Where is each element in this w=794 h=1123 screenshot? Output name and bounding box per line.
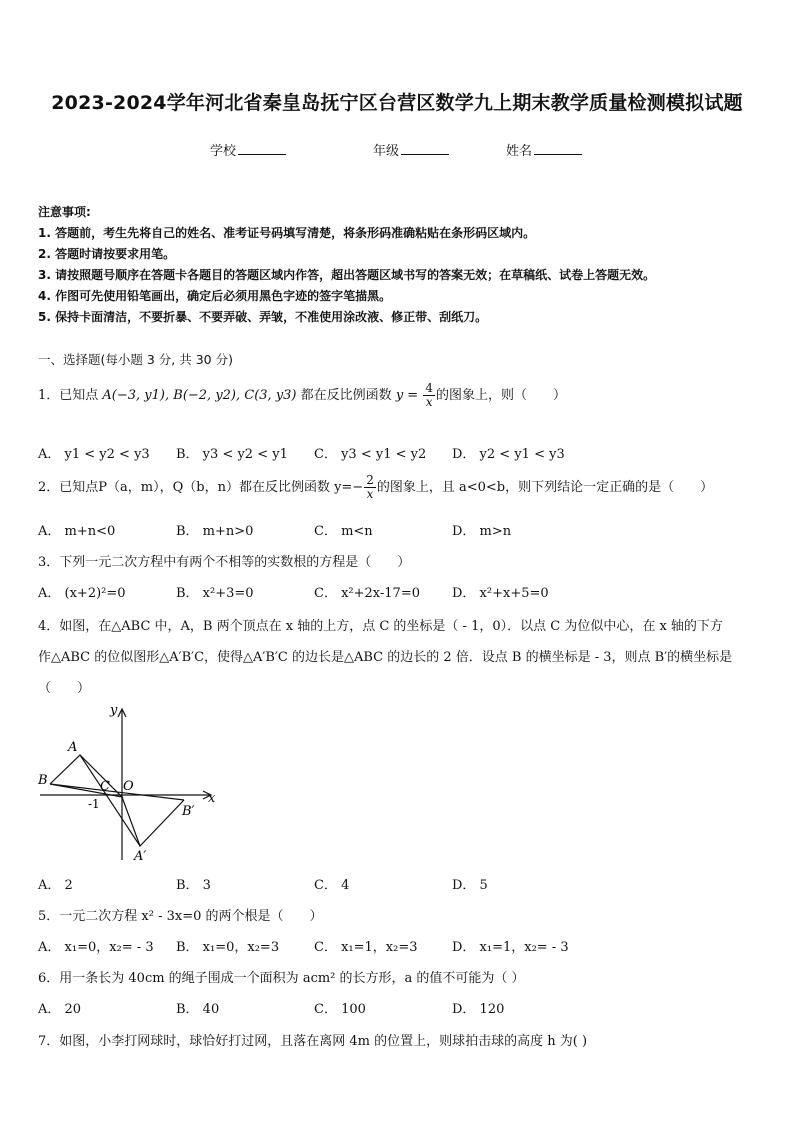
question-6-stem: 6．用一条长为 40cm 的绳子围成一个面积为 acm² 的长方形，a 的值不可能为（ ） xyxy=(38,971,525,986)
q2-suffix: 的图象上，且 a<0<b，则下列结论一定正确的是（ ） xyxy=(376,480,714,495)
question-5-stem: 5．一元二次方程 x² - 3x=0 的两个根是（ ） xyxy=(38,909,323,924)
notice-item: 2. 答题时请按要求用笔。 xyxy=(38,247,176,261)
q2-option-c[interactable]: C． m<n xyxy=(314,524,373,539)
q4-option-c[interactable]: C． 4 xyxy=(314,878,350,893)
q2-option-a[interactable]: A． m+n<0 xyxy=(38,524,116,539)
q6-option-a[interactable]: A． 20 xyxy=(38,1002,82,1017)
question-4-line2: 作△ABC 的位似图形△A′B′C，使得△A′B′C 的边长是△ABC 的边长的 2 倍．设点 B 的横坐标是 - 3，则点 B′的横坐标是 xyxy=(38,650,733,665)
q1-frac-num: 4 xyxy=(425,381,433,395)
q1-fraction xyxy=(423,382,435,409)
notice-item: 1. 答题前，考生先将自己的姓名、准考证号码填写清楚，将条形码准确粘贴在条形码区域内。 xyxy=(38,226,536,240)
question-1-stem xyxy=(38,382,566,410)
triangle-abc-prime xyxy=(122,797,184,846)
question-7-stem: 7．如图，小李打网球时，球恰好打过网，且落在离网 4m 的位置上，则球拍击球的高度 h 为( ) xyxy=(38,1034,588,1049)
q5-option-d[interactable]: D． x₁=1，x₂= - 3 xyxy=(452,940,569,955)
label-o: O xyxy=(123,779,134,794)
name-label: 姓名 xyxy=(506,144,533,159)
question-2-stem xyxy=(38,474,713,502)
school-field[interactable] xyxy=(210,140,286,159)
q1-mid: 都在反比例函数 xyxy=(300,388,392,403)
q2-option-d[interactable]: D． m>n xyxy=(452,524,512,539)
q1-prefix: 1．已知点 xyxy=(38,388,99,403)
notice-item: 5. 保持卡面清洁，不要折暴、不要弄破、弄皱，不准使用涂改液、修正带、刮纸刀。 xyxy=(38,310,488,324)
q1-frac-den: x xyxy=(425,395,433,409)
q1-option-b[interactable]: B． y3 < y2 < y1 xyxy=(176,447,288,462)
label-y: y xyxy=(110,703,118,718)
label-neg1: -1 xyxy=(88,797,100,811)
q1-option-c[interactable]: C． y3 < y1 < y2 xyxy=(314,447,427,462)
q4-option-b[interactable]: B． 3 xyxy=(176,878,211,893)
name-field[interactable] xyxy=(506,140,582,159)
q6-option-c[interactable]: C． 100 xyxy=(314,1002,366,1017)
notice-heading: 注意事项: xyxy=(38,205,91,219)
name-blank[interactable] xyxy=(534,142,582,155)
q5-option-a[interactable]: A． x₁=0，x₂= - 3 xyxy=(38,940,154,955)
q5-option-b[interactable]: B． x₁=0，x₂=3 xyxy=(176,940,280,955)
q6-option-d[interactable]: D． 120 xyxy=(452,1002,505,1017)
q3-option-b[interactable]: B． x²+3=0 xyxy=(176,586,254,601)
label-a: A xyxy=(68,740,78,755)
question-4-line3: （ ） xyxy=(38,681,91,696)
page-title: 2023-2024学年河北省秦皇岛抚宁区台营区数学九上期末教学质量检测模拟试题 xyxy=(51,92,743,114)
q2-frac-num: 2 xyxy=(366,473,374,487)
q6-option-b[interactable]: B． 40 xyxy=(176,1002,220,1017)
q1-points: A(−3, y1), B(−2, y2), C(3, y3) xyxy=(102,388,297,403)
q4-figure xyxy=(30,700,230,868)
q2-frac-den: x xyxy=(366,487,374,501)
grade-blank[interactable] xyxy=(401,142,449,155)
q2-option-b[interactable]: B． m+n>0 xyxy=(176,524,254,539)
q1-option-d[interactable]: D． y2 < y1 < y3 xyxy=(452,447,565,462)
q4-option-d[interactable]: D． 5 xyxy=(452,878,488,893)
question-3-stem: 3．下列一元二次方程中有两个不相等的实数根的方程是（ ） xyxy=(38,555,411,570)
label-b-prime: B′ xyxy=(182,804,195,819)
q5-option-c[interactable]: C． x₁=1，x₂=3 xyxy=(314,940,418,955)
school-blank[interactable] xyxy=(238,142,286,155)
q3-option-d[interactable]: D． x²+x+5=0 xyxy=(452,586,549,601)
label-a-prime: A′ xyxy=(134,849,147,864)
triangle-abc xyxy=(50,755,122,797)
q3-option-a[interactable]: A． (x+2)²=0 xyxy=(38,586,126,601)
q2-prefix: 2．已知点P（a，m），Q（b，n）都在反比例函数 y=− xyxy=(38,480,364,495)
q2-fraction xyxy=(364,474,376,501)
label-c: C xyxy=(100,779,110,794)
q1-func-lhs: y = xyxy=(395,388,419,403)
school-label: 学校 xyxy=(210,144,237,159)
line-b-b-prime xyxy=(50,784,184,800)
label-b: B xyxy=(38,773,48,788)
q1-suffix: 的图象上，则（ ） xyxy=(435,388,566,403)
grade-label: 年级 xyxy=(373,144,400,159)
question-4-line1: 4．如图，在△ABC 中，A，B 两个顶点在 x 轴的上方，点 C 的坐标是（ - 1，0）．以点 C 为位似中心，在 x 轴的下方 xyxy=(38,619,723,634)
notice-item: 4. 作图可先使用铅笔画出，确定后必须用黑色字迹的签字笔描黑。 xyxy=(38,289,392,303)
q1-option-a[interactable]: A． y1 < y2 < y3 xyxy=(38,447,150,462)
grade-field[interactable] xyxy=(373,140,449,159)
notice-item: 3. 请按照题号顺序在答题卡各题目的答题区域内作答，超出答题区域书写的答案无效；在草稿纸、试卷上答题无效。 xyxy=(38,268,656,282)
q3-option-c[interactable]: C． x²+2x-17=0 xyxy=(314,586,420,601)
label-x: x xyxy=(208,791,216,806)
section-heading: 一、选择题(每小题 3 分, 共 30 分) xyxy=(38,352,233,367)
q4-option-a[interactable]: A． 2 xyxy=(38,878,73,893)
